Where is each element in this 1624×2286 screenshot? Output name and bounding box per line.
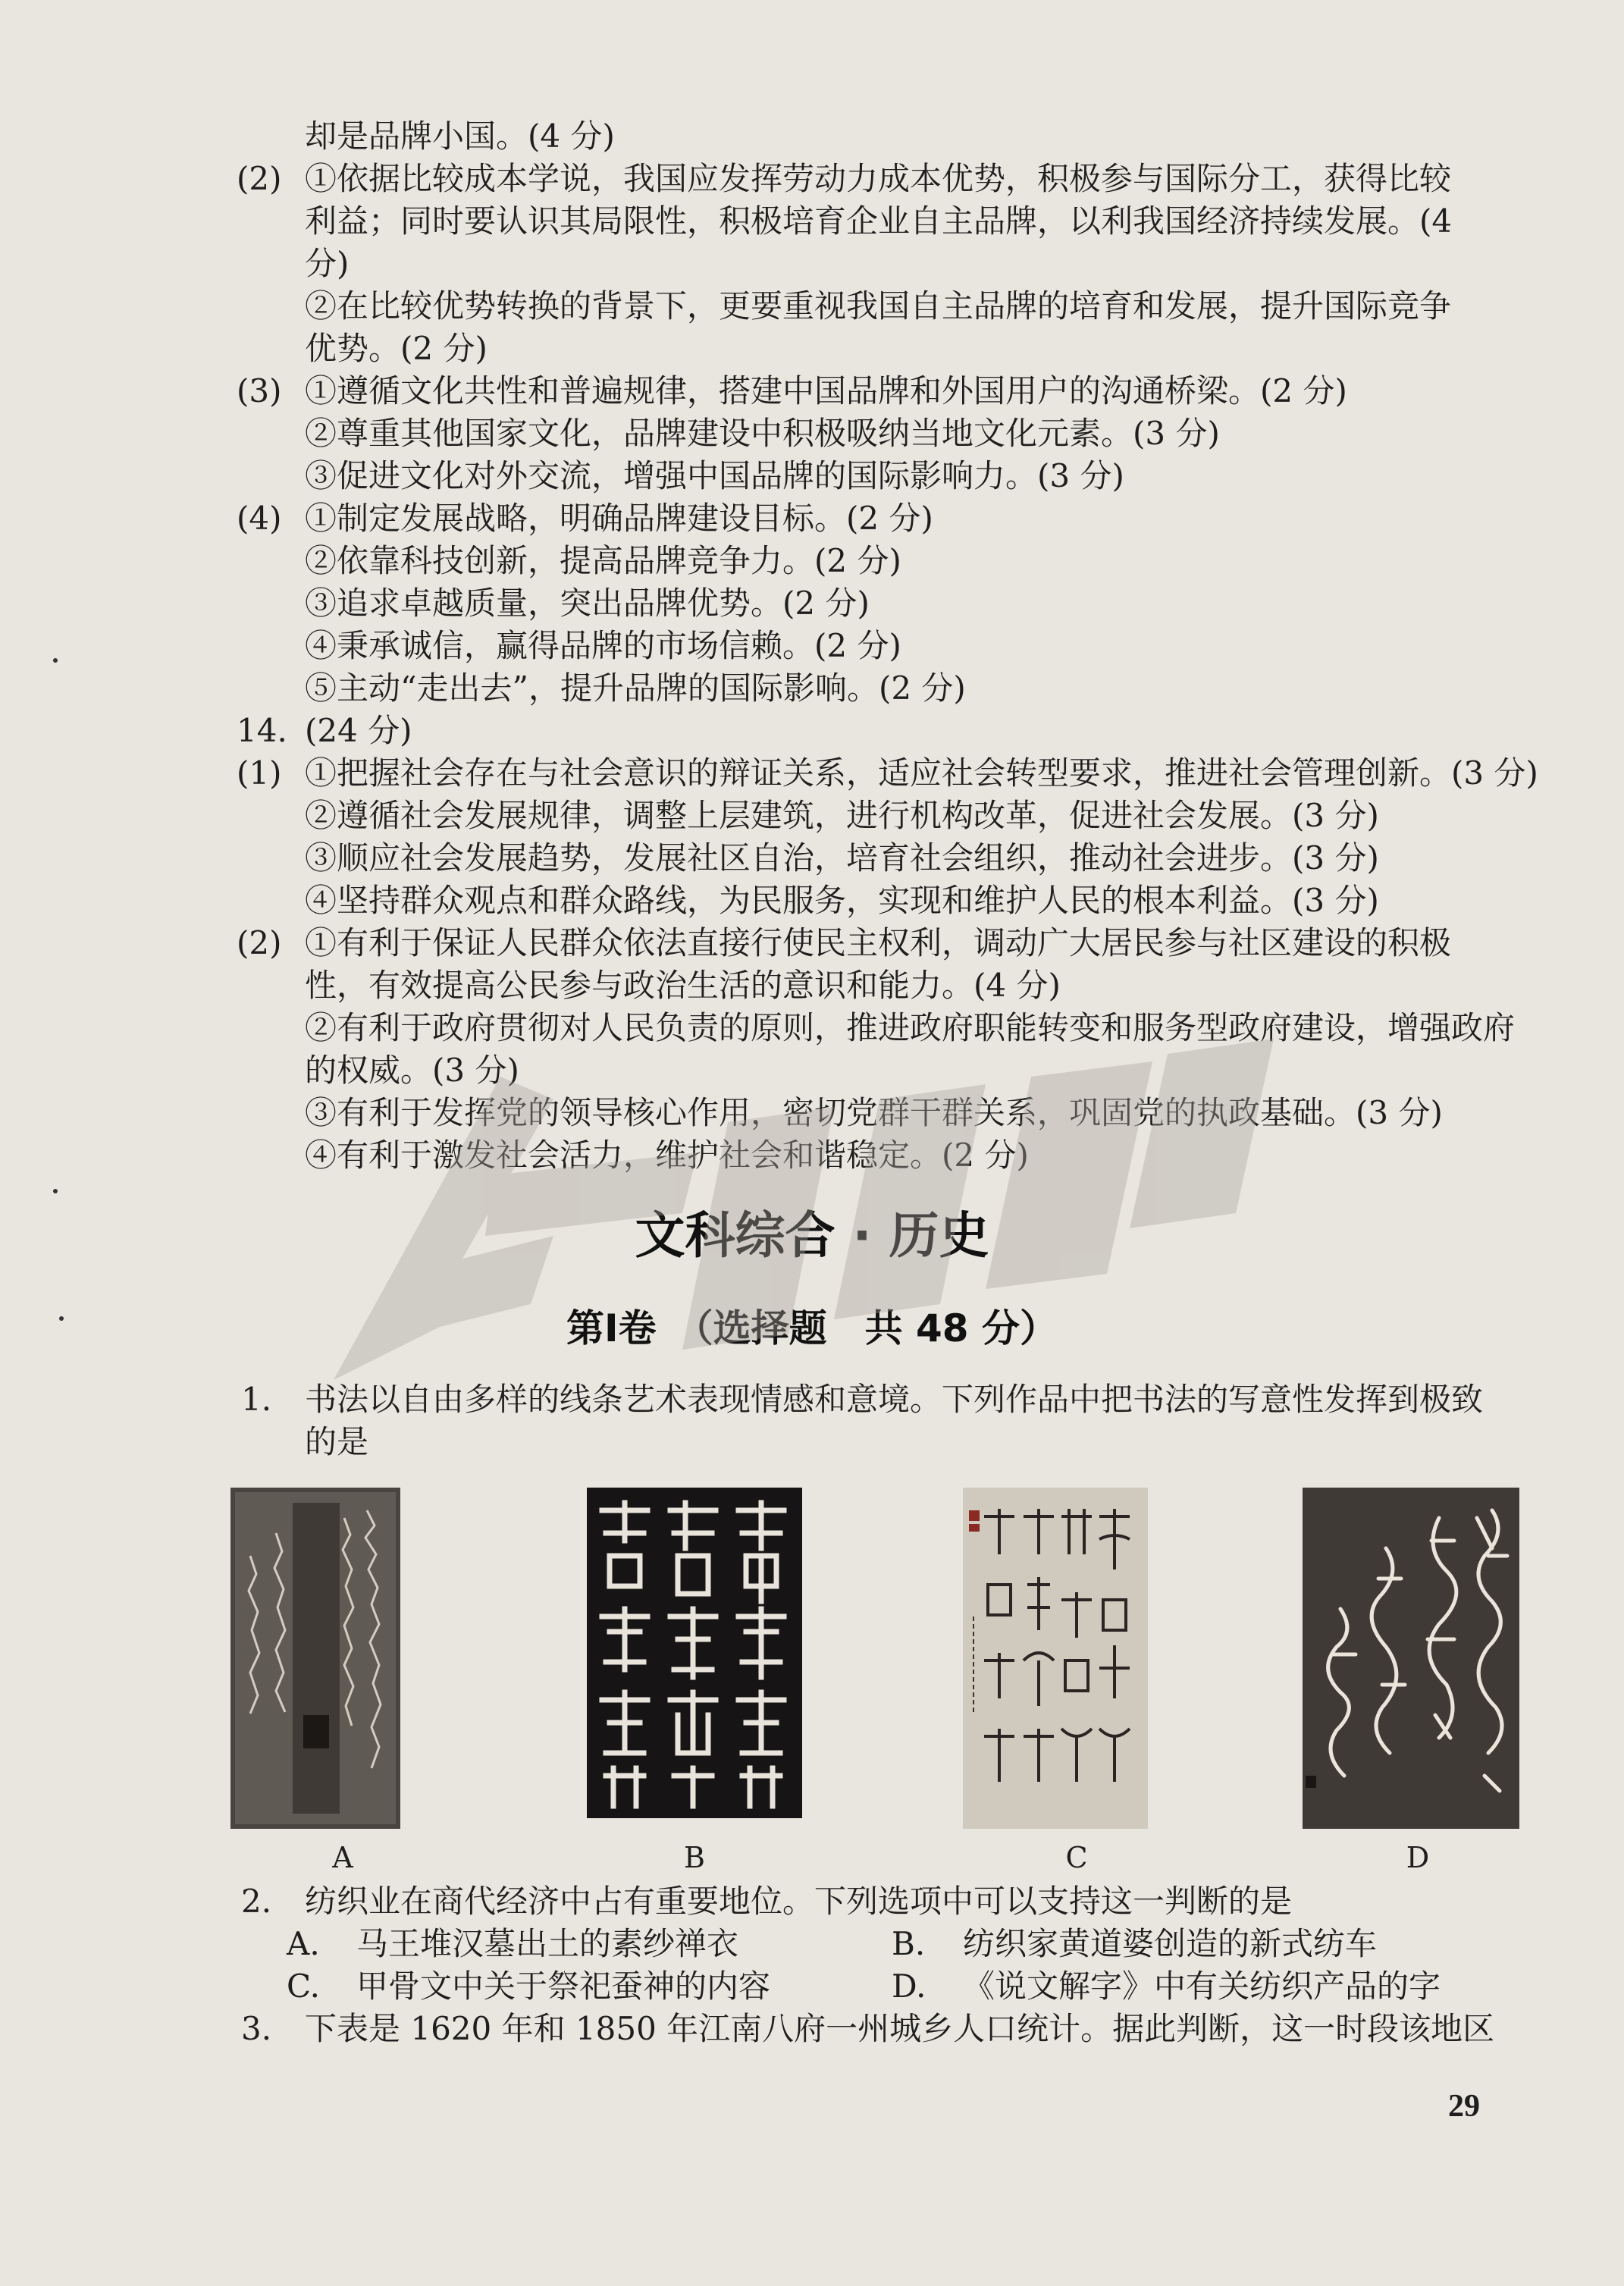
q2-number: 2. <box>241 1883 272 1920</box>
answer-line: ⑤主动“走出去”，提升品牌的国际影响。(2 分) <box>305 669 966 707</box>
margin-dot <box>53 658 58 663</box>
answer-line-label: 14. <box>237 712 287 749</box>
calligraphy-image-c <box>963 1488 1148 1829</box>
q2-option-b-key: B. <box>892 1925 926 1962</box>
calligraphy-image-b <box>587 1488 802 1818</box>
answer-line: ②遵循社会发展规律，调整上层建筑，进行机构改革，促进社会发展。(3 分) <box>305 797 1379 834</box>
q2-stem: 纺织业在商代经济中占有重要地位。下列选项中可以支持这一判断的是 <box>305 1883 1293 1920</box>
image-label-c: C <box>1065 1841 1088 1874</box>
answer-line-label: (1) <box>237 754 282 792</box>
image-label-b: B <box>684 1841 705 1874</box>
answer-line: ①遵循文化共性和普遍规律，搭建中国品牌和外国用户的沟通桥梁。(2 分) <box>305 372 1347 409</box>
answer-line: 却是品牌小国。(4 分) <box>305 118 615 155</box>
image-label-d: D <box>1406 1841 1430 1874</box>
q1-stem-line1: 书法以自由多样的线条艺术表现情感和意境。下列作品中把书法的写意性发挥到极致 <box>305 1381 1484 1418</box>
answer-line: 分) <box>305 245 350 282</box>
answer-line: ③顺应社会发展趋势，发展社区自治，培育社会组织，推动社会进步。(3 分) <box>305 839 1379 876</box>
margin-dot <box>59 1316 64 1321</box>
answer-line: ②在比较优势转换的背景下，更要重视我国自主品牌的培育和发展，提升国际竞争 <box>305 287 1452 325</box>
page-number: 29 <box>1448 2089 1480 2124</box>
q3-number: 3. <box>241 2010 272 2047</box>
answer-line-label: (3) <box>237 372 282 409</box>
answer-line: ①把握社会存在与社会意识的辩证关系，适应社会转型要求，推进社会管理创新。(3 分) <box>305 754 1538 792</box>
answer-line: ④坚持群众观点和群众路线，为民服务，实现和维护人民的根本利益。(3 分) <box>305 882 1379 919</box>
answer-line: ③有利于发挥党的领导核心作用，密切党群干群关系，巩固党的执政基础。(3 分) <box>305 1094 1443 1131</box>
answer-line: ④有利于激发社会活力，维护社会和谐稳定。(2 分) <box>305 1137 1029 1174</box>
answer-line: ②依靠科技创新，提高品牌竞争力。(2 分) <box>305 542 901 579</box>
answer-line: ②尊重其他国家文化，品牌建设中积极吸纳当地文化元素。(3 分) <box>305 415 1220 452</box>
section-title: 文科综合 · 历史 <box>635 1206 989 1265</box>
answer-line: ①制定发展战略，明确品牌建设目标。(2 分) <box>305 500 933 537</box>
answer-line-label: (2) <box>237 924 282 961</box>
q1-stem-line2: 的是 <box>305 1423 369 1460</box>
answer-line: ①有利于保证人民群众依法直接行使民主权利，调动广大居民参与社区建设的积极 <box>305 924 1452 961</box>
calligraphy-image-a <box>230 1488 400 1829</box>
answer-line: ①依据比较成本学说，我国应发挥劳动力成本优势，积极参与国际分工，获得比较 <box>305 160 1452 197</box>
q2-option-a: 马王堆汉墓出土的素纱禅衣 <box>356 1925 739 1962</box>
answer-line: (24 分) <box>305 712 412 749</box>
q1-number: 1. <box>241 1381 272 1418</box>
answer-line: 性，有效提高公民参与政治生活的意识和能力。(4 分) <box>305 967 1061 1004</box>
q2-option-c-key: C. <box>287 1968 320 2005</box>
q2-option-c: 甲骨文中关于祭祀蚕神的内容 <box>356 1968 771 2005</box>
answer-line: 利益；同时要认识其局限性，积极培育企业自主品牌，以利我国经济持续发展。(4 <box>305 202 1453 240</box>
q2-option-d-key: D. <box>892 1968 926 2005</box>
q2-option-a-key: A. <box>287 1925 320 1962</box>
answer-line-label: (4) <box>237 500 282 537</box>
q2-option-d: 《说文解字》中有关纺织产品的字 <box>963 1968 1441 2005</box>
image-label-a: A <box>332 1841 353 1874</box>
answer-line: ③促进文化对外交流，增强中国品牌的国际影响力。(3 分) <box>305 457 1124 494</box>
answer-line: ③追求卓越质量，突出品牌优势。(2 分) <box>305 585 870 622</box>
answer-line: ④秉承诚信，赢得品牌的市场信赖。(2 分) <box>305 627 901 664</box>
answer-line: 的权威。(3 分) <box>305 1052 519 1089</box>
q2-option-b: 纺织家黄道婆创造的新式纺车 <box>963 1925 1378 1962</box>
answer-line-label: (2) <box>237 160 282 197</box>
answer-line: ②有利于政府贯彻对人民负责的原则，推进政府职能转变和服务型政府建设，增强政府 <box>305 1009 1516 1046</box>
calligraphy-image-d <box>1303 1488 1519 1829</box>
answer-line: 优势。(2 分) <box>305 330 488 367</box>
volume-title: 第Ⅰ卷 （选择题 共 48 分） <box>566 1306 1058 1350</box>
q3-stem: 下表是 1620 年和 1850 年江南八府一州城乡人口统计。据此判断，这一时段该地区 <box>305 2010 1495 2047</box>
margin-dot <box>53 1189 58 1193</box>
